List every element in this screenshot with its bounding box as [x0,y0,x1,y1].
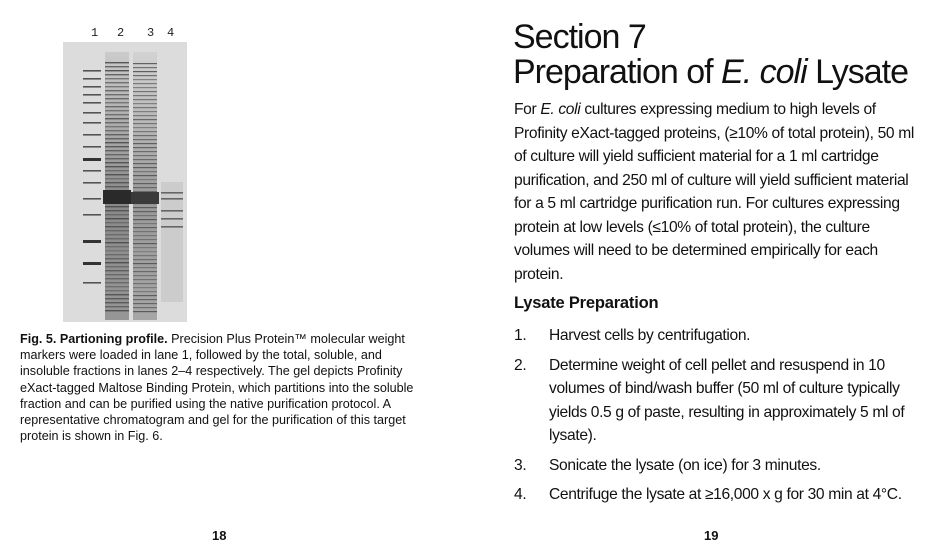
lane3-band [133,283,157,284]
lane4-band [161,210,183,212]
lane3-band [133,231,157,232]
lane-label-4: 4 [167,26,175,40]
lane2-band [105,138,129,139]
step-number: 4. [514,486,527,503]
lane3-band [133,163,157,164]
marker-band [83,70,101,72]
step-number: 1. [514,327,527,344]
lane2-band [105,298,129,299]
lane2-band [105,278,129,279]
list-item [514,454,914,478]
lane4-band [161,226,183,228]
lane3-band [133,223,157,224]
list-item [514,324,914,348]
lane3-band [133,127,157,128]
lane3-band [133,99,157,100]
lane3-band [133,67,157,68]
lane3-band [133,151,157,152]
lane3-band [133,299,157,300]
lane2-band [105,158,129,159]
lane2-band [105,222,129,223]
lane2-band [105,210,129,211]
lane2-band [105,282,129,283]
lane3-band [133,115,157,116]
lane-label-1: 1 [91,26,99,40]
lane4-band [161,218,183,220]
lane2-band [105,310,129,311]
lane2-band [105,70,129,71]
lane3-band [133,135,157,136]
lane3-band [133,107,157,108]
lane2-band [105,286,129,287]
lane2-major-band [103,190,131,204]
lane-label-2: 2 [117,26,125,40]
intro-rest: cultures expressing medium to high levels of Profinity eXact-tagged proteins, (≥10% of total protein), 50 ml of culture will yield sufficient material for a 1 ml cartridge purification, and 250 ml of culture will yield sufficient material for a 5 ml cartridge purification run. For cultures expressing protein at low levels (≤10% of total protein), the culture volumes will need to be determined empirically for each protein. [514,101,914,283]
lane3-band [133,271,157,272]
lane2-band [105,62,129,63]
lane2-band [105,166,129,167]
lane2-band [105,226,129,227]
lane3-band [133,275,157,276]
step-text: Centrifuge the lysate at ≥16,000 x g for 30 min at 4°C. [549,486,902,503]
lane2-band [105,118,129,119]
lane3-band [133,159,157,160]
step-number: 2. [514,356,527,374]
lane3-band [133,171,157,172]
section-title-line2-italic: E. coli [721,53,807,91]
section-title [513,20,933,90]
lane3-band [133,295,157,296]
lane3-band [133,287,157,288]
lane2-band [105,258,129,259]
marker-band [83,198,101,200]
lane3-band [133,307,157,308]
marker-band [83,214,101,216]
lane3-band [133,167,157,168]
lane3-band [133,179,157,180]
lane2-band [105,182,129,183]
subheading: Lysate Preparation [514,294,659,312]
lane2-band [105,98,129,99]
lane3-band [133,139,157,140]
marker-band [83,86,101,88]
lane3-band [133,311,157,312]
lane2-band [105,290,129,291]
lane2-band [105,238,129,239]
marker-band [83,282,101,284]
marker-band [83,134,101,136]
step-number: 3. [514,456,527,474]
lane3-band [133,143,157,144]
lane-label-3: 3 [147,26,155,40]
lane2-band [105,270,129,271]
lane2-band [105,162,129,163]
lane2-band [105,274,129,275]
lane3-band [133,155,157,156]
lane2-band [105,178,129,179]
lane3-band [133,75,157,76]
lane3-band [133,207,157,208]
marker-band [83,262,101,265]
lane2-band [105,214,129,215]
lane2-band [105,134,129,135]
list-item [514,483,914,507]
lane3-band [133,251,157,252]
lane3-band [133,211,157,212]
lane2-band [105,126,129,127]
lane2-band [105,174,129,175]
section-title-line2-suffix: Lysate [806,53,908,91]
lane2-band [105,302,129,303]
marker-band [83,94,101,96]
caption-title: Fig. 5. Partioning profile. [20,332,168,346]
lane2-band [105,94,129,95]
lane2-band [105,102,129,103]
lane2-band [105,86,129,87]
lane3-band [133,183,157,184]
step-text: Determine weight of cell pellet and resuspend in 10 volumes of bind/wash buffer (50 ml of culture typically yields 0.5 g of paste, resulting in approximately 5 ml of lysate). [549,356,905,444]
lane2-band [105,122,129,123]
intro-italic: E. coli [540,101,581,118]
intro-paragraph [514,98,914,286]
lane3-band [133,259,157,260]
lane2-band [105,130,129,131]
figure-caption [20,331,430,444]
lane2-band [105,306,129,307]
lane3-band [133,235,157,236]
lane3-band [133,215,157,216]
lane2-band [105,146,129,147]
lane3-band [133,187,157,188]
intro-prefix: For [514,101,541,118]
lane3-major-band [131,192,159,204]
lane4-band [161,198,183,200]
lane2-band [105,218,129,219]
marker-band [83,122,101,124]
lane3-band [133,263,157,264]
lane3-band [133,291,157,292]
lane2-band [105,246,129,247]
lane2-band [105,266,129,267]
lane2-band [105,234,129,235]
lane3-band [133,243,157,244]
lane3-band [133,239,157,240]
lane3-band [133,147,157,148]
lane3-band [133,119,157,120]
marker-band [83,78,101,80]
lane4-band [161,192,183,194]
lane2-band [105,66,129,67]
lane3-band [133,111,157,112]
lane2-band [105,142,129,143]
lane3-band [133,175,157,176]
lane3-band [133,79,157,80]
caption-text: Precision Plus Protein™ molecular weight markers were loaded in lane 1, followed by the total, soluble, and insoluble fractions in lanes 2–4 respectively. The gel depicts Profinity eXact-tagged Maltose Binding Protein, which partitions into the soluble fraction and can be purified using the native purification protocol. A representative chromatogram and gel for the purification of this target protein is shown in Fig. 6. [20,332,414,444]
step-text: Harvest cells by centrifugation. [549,327,751,344]
section-title-line1: Section 7 [513,18,646,56]
lane3-band [133,87,157,88]
lane3-band [133,219,157,220]
lane2-band [105,110,129,111]
lane3-band [133,95,157,96]
lane3-band [133,123,157,124]
lane2-band [105,106,129,107]
lane2-band [105,206,129,207]
step-text: Sonicate the lysate (on ice) for 3 minutes. [549,456,821,474]
lane2-band [105,78,129,79]
page-number-right: 19 [704,528,719,543]
sds-page-gel-image [63,42,187,322]
lane3-band [133,303,157,304]
lane2-band [105,250,129,251]
lane2-band [105,82,129,83]
gel-lane-labels [63,26,187,42]
page-number-left: 18 [212,528,227,543]
lane2-band [105,170,129,171]
marker-band [83,146,101,148]
marker-band [83,240,101,243]
marker-band [83,102,101,104]
lane3-band [133,103,157,104]
marker-band [83,170,101,172]
lane3-band [133,247,157,248]
lane3-band [133,255,157,256]
lane2-band [105,230,129,231]
lane2-band [105,154,129,155]
lane2-band [105,294,129,295]
lane2-band [105,74,129,75]
marker-band [83,112,101,114]
lane3-band [133,131,157,132]
lane3-band [133,91,157,92]
lane2-band [105,262,129,263]
list-item [514,354,914,448]
lane2-band [105,186,129,187]
marker-band [83,158,101,161]
lane2-band [105,242,129,243]
lane2-band [105,254,129,255]
lane2-band [105,114,129,115]
section-title-line2-prefix: Preparation of [513,53,722,91]
lane3-band [133,279,157,280]
lane3-band [133,227,157,228]
lane3-band [133,63,157,64]
lane2-band [105,90,129,91]
lane3-band [133,71,157,72]
lane3-band [133,267,157,268]
marker-band [83,182,101,184]
steps-list [514,324,914,513]
lane2-band [105,150,129,151]
lane3-band [133,83,157,84]
